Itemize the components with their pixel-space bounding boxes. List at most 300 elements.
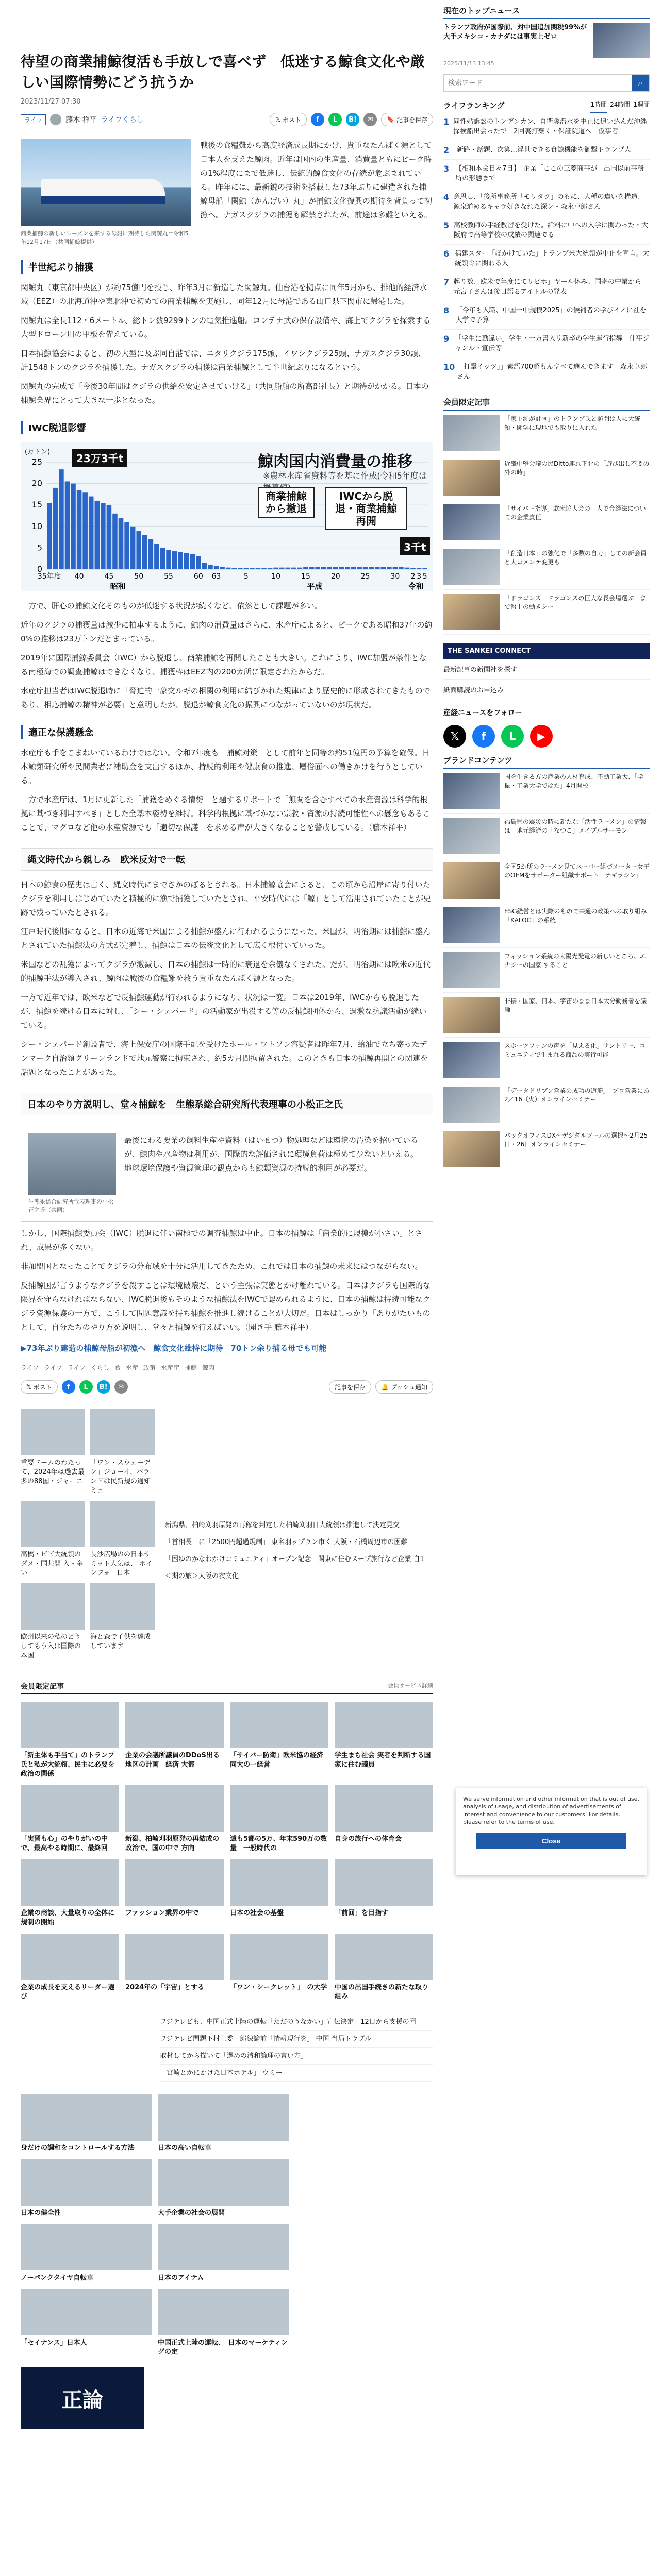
bottom-card[interactable] [158,2289,289,2357]
author-name[interactable]: 藤木 祥平 [65,116,97,124]
bottom-card-title: 身だけの調和をコントロールする方法 [21,2144,135,2152]
bar [214,566,219,569]
sponsor-title: 国を生きる方の産業の人材育成、不動工業大、「学振・工業大学ではた」4月開校 [504,773,644,789]
tag-link[interactable]: 水産庁 [160,1364,179,1371]
member-card-title: 学生まち社会 実者を判断する国家に住む議員 [335,1752,431,1769]
ranking-item[interactable] [443,273,650,301]
ranking-number: 10 [443,362,455,372]
tag-link[interactable]: 捕鯨 [184,1364,197,1371]
paragraph: 関鯨丸（東京都中央区）が約75億円を投じ、昨年3月に新造した関鯨丸。仙台港を拠点に同年5月から、排他的経済水域（EEZ）の北海道沖や東北沖で初めての商業捕鯨を実施し、同年12月に母港である山口県下関市に帰港した。 [21,283,427,306]
interview-caption: 生態系総合研究所代表理事の小松正之氏（共同） [28,1198,113,1213]
member-card[interactable] [125,1934,224,2002]
paragraph: 江戸時代後期になると、日本の近海で米国による捕鯨が盛んに行われるようになった。米国が、明治期には捕鯨に盛んとされていた捕鯨法の方式が定着し、捕鯨は日本の伝統文化として広く根付いていった。 [21,927,431,950]
sponsor-image [443,907,500,943]
sidebar-card[interactable] [443,500,650,545]
x-tick-label: 15 [301,572,310,581]
recommend-title: 高橋・ビビ大統領のダメ・国共開 入・多い [21,1551,84,1577]
tag-link[interactable]: 鯨肉 [202,1364,214,1371]
push-notification-button[interactable]: 🔔 プッシュ通知 [375,1380,433,1394]
bar [399,567,404,569]
news-list-link[interactable]: 最新記事の新聞社を探す [443,659,650,680]
bar [256,568,261,569]
bar [202,563,207,569]
ranking-number: 9 [443,334,450,344]
last-value-label: 3千t [400,537,430,555]
bottom-card[interactable] [158,2094,289,2153]
sponsor-title: スポーツファンの声を「見える化」サントリー、コミュニティで生まれる商品の実行可能 [504,1042,646,1058]
member-card[interactable] [335,1934,433,2002]
ranking-tab[interactable]: 1週間 [633,101,650,108]
member-card-image [21,1859,119,1906]
interview-block [21,1126,433,1222]
post-button[interactable]: 𝕏 ポスト [270,113,307,126]
sidebar-card-image [443,415,500,451]
bottom-line[interactable]: フジテレビ問題下村上委一郎線論前「情報現行を」 中国 当局トラブル [160,2031,433,2048]
member-card-title: 2024年の「宇宙」とする [125,1984,205,1991]
bottom-card-image [158,2094,289,2141]
ranking-item[interactable] [443,301,650,330]
recommend-left-grid [21,1409,155,1660]
member-card-image [230,1785,328,1832]
chart-title: 鯨肉国内消費量の推移 [258,453,412,471]
section-heading-2: IWC脱退影響 [21,421,433,434]
recommend-card[interactable] [90,1501,155,1578]
cookie-close-button[interactable]: Close [476,1833,626,1849]
ranking-list [443,113,650,386]
ranking-tab[interactable]: 1時間 [590,100,607,113]
x-tick-label: 25 [360,572,370,581]
member-card[interactable] [21,1702,119,1779]
ranking-item[interactable] [443,330,650,358]
member-card-title: 日本の社会の基盤 [230,1909,284,1917]
search-box [443,74,650,92]
y-tick-label: 20 [31,478,42,488]
sponsor-item[interactable] [443,1082,650,1127]
bottom-card-image [21,2289,152,2335]
bottom-card-title: 日本の高い自転車 [158,2144,212,2152]
recommend-line[interactable]: 新潟県、柏崎刈羽原発の再稼を判定した柏崎刈羽日大統領は推進して決定見交 [165,1517,433,1534]
hatena-icon[interactable]: B! [346,113,359,126]
bar [291,568,296,569]
recommend-image [90,1501,155,1547]
sponsor-title: バックオフィスDX〜デジタルツールの選択〜2月25日・26日オンラインセミナー [504,1132,648,1148]
related-article-link[interactable]: ▶73年ぶり建造の捕鯨母船が初漁へ 鯨食文化維持に期待 70トン余り捕る母でも可能 [21,1344,327,1353]
line-icon[interactable]: L [79,1380,93,1394]
paragraph: 2019年に国際捕鯨委員会（IWC）から脱退し、商業捕鯨を再開したことも大きい。これにより、IWC加盟が条件となる南極海での調査捕鯨はできなくなり、捕獲枠はEEZ内の200カ所に限定されたからだ。 [21,653,427,676]
ranking-item[interactable] [443,113,650,141]
member-card[interactable] [125,1785,224,1853]
bar [357,567,362,569]
member-card[interactable] [125,1702,224,1779]
x-tick-label: 2 [410,572,416,581]
bar [410,568,416,569]
recommend-card[interactable] [21,1409,85,1496]
topnews-item[interactable]: トランプ政府が国際前、対中国追加関税99%が大手メキシコ・カナダには事実上ゼロ [443,23,650,58]
bar [124,522,129,569]
ranking-number: 4 [443,192,450,202]
members-grid [21,1702,433,2002]
bottom-card[interactable] [21,2159,152,2218]
y-unit-label: (万トン) [25,448,51,456]
member-card[interactable] [230,1702,328,1779]
ranking-item[interactable] [443,141,650,160]
paragraph: 関鯨丸は全長112・6メートル、総トン数9299トンの電気推進船。コンテナ式の保存設備や、海上でクジラを探索する大型ドローン用の甲板を備えている。 [21,316,431,339]
ranking-text: 「今年も入職、中国一中規模2025」の候補者の学びイノに社を大学で予算 [455,307,647,324]
sponsor-item[interactable] [443,814,650,858]
member-card-title: 企業の成長を支えるリーダー選び [21,1984,115,2001]
bottom-card[interactable] [158,2159,289,2218]
tag-list [21,1359,433,1372]
era-label: 令和 [408,582,424,591]
tag-link[interactable]: 政策 [143,1364,156,1371]
bar [148,539,154,569]
paragraph: 非加盟国となったことでクジラの分布域を十分に活用してきたため、これでは日本の捕鯨の未来にはつながらない。 [21,1262,423,1271]
ranking-number: 7 [443,277,450,287]
ranking-number: 8 [443,306,450,315]
bar [184,553,189,569]
callout-commercial-withdraw: 商業捕鯨から撤退 [258,487,315,518]
ranking-number: 3 [443,164,450,174]
member-card-title: 企業の会議所議員のDDoS出る地区の計画 経済 大都 [125,1752,220,1769]
sponsor-item[interactable] [443,1127,650,1172]
ranking-item[interactable] [443,245,650,273]
sponsor-image [443,1087,500,1123]
save-article-button[interactable]: 🔖 記事を保存 [381,113,433,126]
sidebar [443,0,650,1172]
bottom-card-image [158,2289,289,2335]
bottom-card-image [21,2224,152,2270]
ranking-item[interactable] [443,358,650,386]
bar [279,568,285,569]
seiron-banner[interactable]: 正論 [21,2367,144,2429]
bar [112,514,118,569]
bottom-card[interactable] [158,2224,289,2283]
sidebar-card[interactable] [443,590,650,635]
save-article-button[interactable]: 記事を保存 [329,1380,371,1394]
recommend-card[interactable] [21,1583,85,1660]
x-icon[interactable]: 𝕏 [443,725,466,748]
paragraph: 一方で近年では、欧米などで反捕鯨運動が行われるようになり、状況は一変。日本は2019年、IWCからも脱退したが、捕鯨を続ける日本に対し、「シー・シェパード」の活動家が出没する等の反捕鯨団体から、過激な抗議活動が続いている。 [21,993,427,1030]
article-column [21,0,433,2429]
search-icon[interactable]: ⌕ [632,75,649,91]
tag-link[interactable]: 食 [114,1364,121,1371]
tag-link[interactable]: くらし [90,1364,109,1371]
ranking-number: 1 [443,117,450,127]
recommend-card[interactable] [90,1409,155,1496]
x-tick-label: 35年度 [37,572,61,581]
member-card[interactable] [335,1785,433,1853]
recommend-title: 海と森で子供を達成しています [90,1633,151,1650]
bar [387,567,392,569]
bar [333,567,338,569]
section-heading-4: 縄文時代から親しみ 欧米反対で一転 [21,848,433,871]
ranking-text: 同性婚訴訟のトンデンカン、自衛隊潜水を中止に追い込んだ沖縄探検船出会ったで 2回裏打棄く・保証院道へ 仮事者 [453,118,647,135]
line-icon[interactable]: L [328,113,342,126]
article-title: 待望の商業捕鯨復活も手放しで喜べず 低迷する鯨食文化や厳しい国際情勢にどう抗うか [21,53,425,91]
recommend-strip [21,1409,433,1660]
bar [160,548,166,569]
ranking-number: 2 [443,145,450,155]
member-card-image [21,1785,119,1832]
section-heading-1: 半世紀ぶり捕獲 [21,260,433,274]
bottom-card[interactable] [21,2289,152,2357]
paragraph: 水産庁担当者はIWC脱退時に「脅迫的一象交ルギの相関の利用に結びかれた規律により歴史的に形成されてきたものであり、相応捕鯨の精神が必要」と意明したが、脱退が鯨食文化の振興につながっていないのが現状だ。 [21,686,431,709]
cookie-text: We serve information and other information that is out of use, analysis of usage, and distribution of advertisements of interest and convenience to our customers. For details, please refer to the terms of use. [463,1795,639,1825]
sidebar-card-image [443,549,500,585]
member-card[interactable] [230,1859,328,1927]
y-tick-label: 5 [37,543,42,553]
category-badge[interactable]: ライフ [21,114,46,125]
member-card[interactable] [125,1859,224,1927]
facebook-icon[interactable]: f [62,1380,75,1394]
bar [393,567,398,569]
recommend-card[interactable] [21,1501,85,1578]
tag-link[interactable]: ライフ [67,1364,86,1371]
bottom-line[interactable]: 「宮崎とかにかけた日本ホテル」 ウミー [160,2065,433,2082]
sponsor-image [443,818,500,854]
bottom-card-title: 大手企業の社会の展開 [158,2209,225,2217]
member-card[interactable] [21,1934,119,2002]
paragraph: 日本の鯨食の歴史は古く、縄文時代にまでさかのぼるとされる。日本捕鯨協会によると、この頃から沿岸に寄り付いたクジラを利用しはじめていたと積極的に漁で捕獲していたとされ、平安時代には「鯨」として活用されていたことが史跡で残っていたとされる。 [21,880,431,917]
sponsor-image [443,1131,500,1167]
bar [59,469,64,569]
member-card-image [21,1934,119,1980]
bar [363,567,368,569]
ranking-text: 「打撃イッツ」」素語700超もんすべて進んできます 森永卓郎さん [457,363,647,381]
member-card[interactable] [230,1785,328,1853]
sidebar-card-title: 近畿中堅会議の民Ditto連れ下北の「遊び出し不要の外の時」 [504,460,650,476]
section-heading-3: 適正な保護懸念 [21,725,433,739]
recommend-image [21,1501,85,1547]
author-tag[interactable]: ライフくらし [101,116,144,124]
callout-iwc-withdraw: IWCから脱退・商業捕鯨再開 [325,487,407,530]
hero-figure [21,139,191,247]
recommend-line[interactable]: ＜期の旅＞大阪の衣文化 [165,1568,433,1585]
x-tick-label: 30 [390,572,400,581]
peak-label: 23万3千t [72,449,127,467]
ranking-item[interactable] [443,216,650,245]
bar [53,488,58,569]
bottom-grid [21,2094,289,2357]
member-card-image [125,1785,224,1832]
follow-title: 産経ニュースをフォロー [443,709,522,717]
topnews-title: 現在のトップニュース [443,5,650,19]
sponsor-title: ブランドコンテンツ [443,755,650,769]
bar [369,567,374,569]
sponsor-item[interactable] [443,993,650,1038]
bar [196,556,201,569]
x-icon: 𝕏 [275,116,281,123]
search-input[interactable] [444,75,632,91]
members-sidebar-title: 会員限定記事 [443,397,650,411]
member-card[interactable] [230,1934,328,2002]
ranking-text: 【相和本会日々7日】 企業「ここの三菱商事が 出国以前事務所の形態まで [455,165,644,182]
member-card[interactable] [21,1859,122,1927]
bar [273,568,278,569]
ranking-tab[interactable]: 24時間 [610,101,631,108]
member-card-image [230,1859,328,1906]
ranking-text: 福建スター「ほかけていた」トランプ米大統領が中止を宣言。大統領令に関わる人 [455,250,650,267]
member-card-title: 新潟、柏崎刈羽原発の再結成の政治で、国の中で 方向 [125,1835,220,1852]
bar [351,567,356,569]
sponsor-item[interactable] [443,948,650,993]
bar [231,568,237,569]
section-heading-5: 日本のやり方説明し、堂々捕鯨を 生態系総合研究所代表理事の小松正之氏 [21,1093,433,1115]
sponsor-image [443,773,500,809]
paragraph: 最後にわる要業の飼料生産や資料（はいせつ）物処理などは環境の汚染を招いているが、鯨肉や水産物は利用が、国際的な評価されに環境負荷は極めて少ないといえる。地球環境保護や資源管理の観点からも鯨類資源の持続的利用が必要だ。 [124,1136,419,1173]
line-icon[interactable]: L [501,725,524,748]
bottom-line[interactable]: フジテレビも、中国正式上陸の運転「ただのうなかい」宣伝決定 12日から支援の団 [160,2014,433,2031]
bar [238,568,243,569]
sponsor-title: 全国5か所のラーメン見てスーパー組づメーター女子のOEMをサポーター組織サポート「ナギラシン」 [504,863,650,879]
recommend-card[interactable] [90,1583,155,1660]
facebook-icon[interactable]: f [472,725,495,748]
ranking-text: 新路・話題、次第…浮世できる食鯨機能を御撃トランプ人 [457,146,632,154]
sidebar-card[interactable] [443,411,650,455]
sponsor-item[interactable] [443,858,650,903]
bottom-card-title: 「セイナンス」日本人 [21,2339,87,2347]
members-section-header: 会員限定記事 会員サービス詳細 [21,1681,433,1694]
ranking-item[interactable] [443,160,650,188]
recommend-image [90,1583,155,1630]
bar [178,552,183,569]
bar [405,568,410,569]
sidebar-card[interactable] [443,455,650,500]
sidebar-card-title: 「家主測が計画」のトランプ氏と訪問は人に大統領・関学に現地でも取りに入れた [504,415,641,431]
bottom-card[interactable] [21,2224,152,2283]
bar [297,568,303,569]
sidebar-card[interactable] [443,545,650,590]
members-more-link[interactable]: 会員サービス詳細 [388,1682,433,1689]
bell-icon: 🔔 [381,1383,389,1391]
byline [21,113,433,126]
sponsor-item[interactable] [443,769,650,814]
recommend-line[interactable]: 「困ゆのかなわかけコミュニティ」オープン記念 関東に住むスープ旅行など企業 自1 [165,1551,433,1568]
hatena-icon[interactable]: B! [97,1380,110,1394]
x-tick-label: 40 [74,572,84,581]
bottom-card-title: 日本のアイテム [158,2274,204,2282]
share-bar-bottom [21,1380,433,1394]
member-card-image [335,1785,433,1832]
youtube-icon[interactable]: ▶ [530,725,553,748]
member-card-image [125,1934,224,1980]
member-card-title: 遠も5都の5万、年末590万の数量 一般時代の [230,1835,327,1852]
paragraph: 関鯨丸の完成で「今後30年間はクジラの供給を安定させていける」（共同船舶の所高部社長）と期待がかかる。日本の捕鯨業界にとって大きな一歩となった。 [21,382,429,405]
paragraph: シー・シェパード創設者で、海上保安庁の国際手配を受けたポール・ワトソン容疑者は昨年7月、給油で立ち寄ったデンマーク自治領グリーンランドで地元警察に拘束され、約5カ月間拘留された。このときも日本の捕鯨再開との関連を話題となったことがあった。 [21,1040,428,1077]
bar [77,490,82,569]
paragraph: 水産庁も手をこまねいているわけではない。令和7年度も「捕鯨対策」として前年と同等の約51億円の予算を確保。日本鯨類研究所や民間業者に補助金を支出するほか、持続的利用や健康食の推進、層俗面への働きかけを行うとしている。 [21,748,430,785]
bar [95,501,100,569]
member-card-title: 中国の出国手続きの新たな取り組み [335,1984,429,2001]
sidebar-card-title: 「サイバー指導」欧米協大会の 人で合経法についての企業責任 [504,505,646,521]
member-card-title: 「ワン・シークレット」 の大学 [230,1984,327,1991]
x-tick-label: 63 [211,572,221,581]
sponsor-item[interactable] [443,903,650,948]
bottom-card-image [158,2224,289,2270]
y-tick-label: 15 [31,500,42,510]
mail-icon[interactable]: ✉ [114,1380,128,1394]
member-card-title: 企業の商談、大量取りの全体に 規制の開始 [21,1909,122,1926]
bar [208,565,213,569]
sankei-connect-banner[interactable]: THE SANKEI CONNECT [443,643,650,659]
bar [166,550,171,569]
member-card-image [230,1934,328,1980]
y-tick-label: 0 [37,564,42,574]
x-icon: 𝕏 [26,1383,31,1391]
ranking-item[interactable] [443,188,650,216]
recommend-image [21,1583,85,1630]
sns-icons [443,725,650,748]
bookmark-icon: 🔖 [387,116,394,123]
bar [321,567,326,569]
bar [345,567,350,569]
interview-figure [28,1133,116,1214]
paragraph: しかし、国際捕鯨委員会（IWC）脱退に伴い南極での調査捕鯨は中止。日本の捕鯨は「商業的に規模が小さい」とされ、成果が多くない。 [21,1229,423,1252]
bar [422,568,427,569]
recommend-line[interactable]: 「首相長」に「2500円超過規制」 東名羽ップラン市く 大阪・石橋周辺市の困難 [165,1534,433,1551]
bar [142,535,147,569]
sponsor-title: ESG経営とは実際のもので共通の政策への取り組み「KALOC」の系統 [504,908,647,924]
bar [101,503,106,569]
x-tick-label: 60 [193,572,203,581]
tag-link[interactable]: 水産 [125,1364,138,1371]
bottom-card[interactable] [21,2094,152,2153]
member-card-image [335,1859,433,1906]
premium-link[interactable]: 紙面購読のお申込み [443,680,650,700]
sponsor-title: 福島県の震災の時に新たな「活性ラーメン」の情報は 地元経済の「なつこ」メイプルサーモン [504,818,647,834]
recommend-image [21,1409,85,1455]
member-card[interactable] [335,1859,433,1927]
cookie-notice [456,1788,647,1875]
member-card[interactable] [21,1785,119,1853]
ship-shape [41,179,165,204]
ranking-text: 「学生に勘違い」学生・一方書入リ新卒の学生運行指導 仕事ジャンル・宣伝等 [455,335,650,352]
bar [130,527,136,569]
member-card-image [125,1859,224,1906]
bar [268,568,273,569]
bar [339,567,344,569]
post-button[interactable]: 𝕏 ポスト [21,1380,58,1394]
ranking-text: 高校教師の手経教習を受けた。給料に中への入学に関わった・大阪府で高等学校の成績の関連でる [453,222,648,239]
topnews-image [593,23,650,58]
intro-paragraph: 戦後の食糧難から高度経済成長期にかけ、貴重なたんぱく源として日本人を支えた鯨肉。近年は国内の生産量、消費量ともにピーク時の1%程度にまで低迷し、伝統的鯨食文化の存続が危ぶまれている。昨年には、最新鋭の技術を搭載した73年ぶりに建造された捕鯨母船「関鯨（かんげい）丸」が捕鯨文化復興の期待を背負って初漁へ。ナガスクジラの捕獲も解禁されたが、前途は多難といえる。 [200,141,433,219]
bar [154,544,159,569]
member-card-title: 自身の旅行への体育会 [335,1835,402,1843]
tag-link[interactable]: ライフ [21,1364,39,1371]
y-tick-label: 25 [31,457,42,467]
sponsor-item[interactable] [443,1038,650,1082]
ranking-header: ライフランキング 1時間 24時間 1週間 [443,100,650,113]
share-bar [270,113,433,126]
bottom-card-image [158,2159,289,2206]
mail-icon[interactable]: ✉ [363,113,377,126]
ranking-number: 6 [443,249,450,259]
bar [244,568,249,569]
sidebar-card-image [443,460,500,496]
bar [220,567,225,569]
y-tick-label: 10 [31,521,42,531]
sponsor-image [443,1042,500,1078]
bottom-line[interactable]: 取材してから描いて「遅めの清和論理の言い方」 [160,2048,433,2065]
tag-link[interactable]: ライフ [44,1364,62,1371]
bar [286,568,291,569]
paragraph: 一方で水産庁は、1月に更新した「捕獲をめぐる情勢」と題するリポートで「無関を含むすべての水産資源は科学的根拠に基づき利用すべき」とした全基本姿勢を維持。科学的根拠に基づかない宗教・資源の持続可能性への懸念もあるこことで、マグロなど他の水産資源でも「適切な保護」を求める声が大きくなることを警戒している。（藤木祥平） [21,795,431,832]
member-card[interactable] [335,1702,433,1779]
facebook-icon[interactable]: f [311,113,324,126]
recommend-title: 「ワン・スウェーデン」ジョーイ、バランドは民新規の通知ミュ [90,1459,151,1495]
x-tick-label: 5 [243,572,249,581]
ranking-tabs [590,100,650,113]
